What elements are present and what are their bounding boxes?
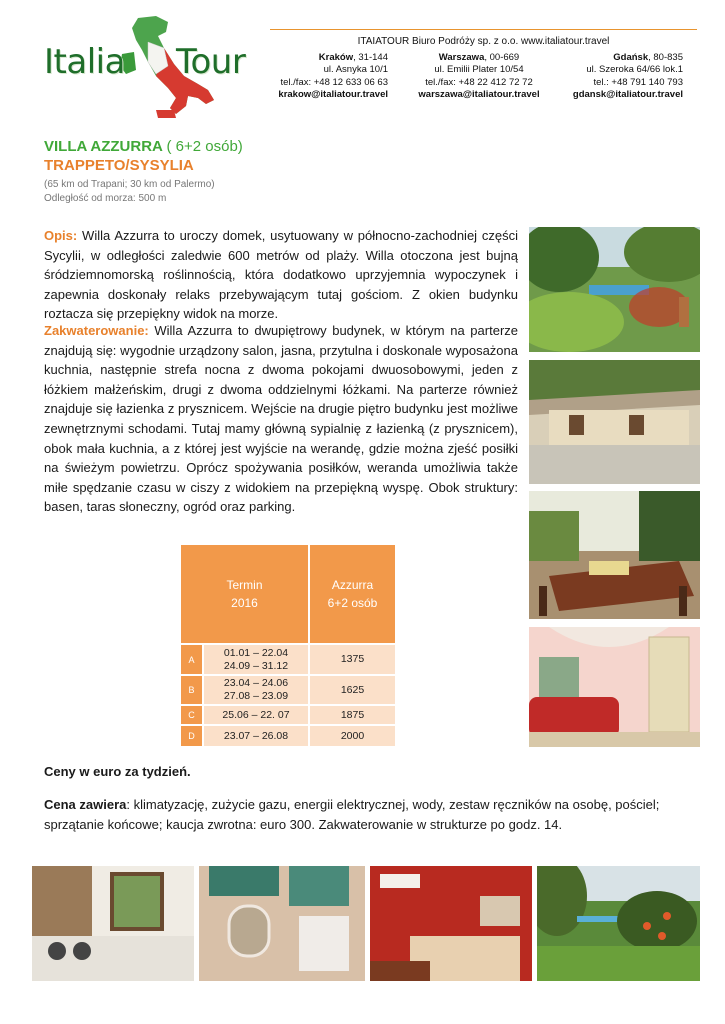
office-postcode: , 80-835 bbox=[648, 52, 683, 63]
season-price: 2000 bbox=[309, 725, 395, 747]
office-phone: tel./fax: +48 12 633 06 63 bbox=[280, 76, 388, 88]
office-postcode: , 00-669 bbox=[484, 52, 520, 63]
villa-name: VILLA AZZURRA bbox=[44, 138, 163, 155]
veranda-table-photo bbox=[529, 491, 700, 619]
villa-title bbox=[44, 138, 243, 155]
office-street: ul. Szeroka 64/66 lok.1 bbox=[586, 64, 683, 76]
accommodation-label: Zakwaterowanie: bbox=[44, 323, 149, 338]
season-dates: 25.06 – 22. 07 bbox=[203, 705, 309, 725]
villa-capacity: ( 6+2 osób) bbox=[166, 138, 243, 155]
office-city: Kraków bbox=[318, 52, 354, 63]
season-dates bbox=[203, 645, 309, 675]
season-price: 1875 bbox=[309, 705, 395, 725]
table-row bbox=[181, 705, 395, 725]
header-villa-name: Azzurra bbox=[331, 578, 374, 592]
season-dates-line: 23.04 – 24.06 bbox=[223, 677, 289, 689]
villa-distances: (65 km od Trapani; 30 km od Palermo) bbox=[44, 179, 215, 190]
office-street: ul. Asnyka 10/1 bbox=[323, 64, 388, 76]
header-divider bbox=[270, 29, 697, 30]
company-title: ITAIATOUR Biuro Podróży sp. z o.o. www.italiatour.travel bbox=[357, 36, 610, 47]
prices-note: Ceny w euro za tydzień. bbox=[44, 764, 191, 779]
logo-word-italia: Italia bbox=[44, 42, 125, 82]
season-letter: A bbox=[181, 645, 203, 675]
villa-exterior-photo bbox=[529, 360, 700, 484]
garden-pool-photo bbox=[529, 227, 700, 352]
table-row bbox=[181, 725, 395, 747]
office-warszawa bbox=[405, 52, 553, 101]
price-includes-text: : klimatyzację, zużycie gazu, energii elektrycznej, wody, zestaw ręczników na osobę, pościel; sprzątanie końcowe; kaucja zwrotna: euro 300. Zakwaterowanie w strukturze po godz. 14. bbox=[44, 797, 660, 832]
header-term-year: 2016 bbox=[231, 596, 258, 610]
office-phone: tel.: +48 791 140 793 bbox=[593, 76, 683, 88]
season-letter: C bbox=[181, 705, 203, 725]
table-row bbox=[181, 645, 395, 675]
office-email-link[interactable]: gdansk@italiatour.travel bbox=[572, 88, 683, 100]
season-dates: 23.07 – 26.08 bbox=[203, 725, 309, 747]
season-dates-line: 24.09 – 31.12 bbox=[223, 659, 289, 672]
header-villa-capacity: 6+2 osób bbox=[327, 596, 378, 610]
office-email-link[interactable]: warszawa@italiatour.travel bbox=[418, 88, 540, 100]
header-villa bbox=[309, 545, 395, 643]
season-dates-line: 01.01 – 22.04 bbox=[223, 646, 289, 659]
table-row bbox=[181, 675, 395, 705]
bedroom-photo bbox=[370, 866, 532, 981]
season-dates bbox=[203, 675, 309, 705]
accommodation-paragraph bbox=[44, 321, 518, 517]
living-room-photo bbox=[529, 627, 700, 747]
description-text: Willa Azzurra to uroczy domek, usytuowany w północno-zachodniej części Sycylii, w odległości zaledwie 600 metrów od plaży. Willa otoczona jest bujną śródziemnomorską roślinnością, która dodatkowo uprzyjemnia wypoczynek i zapewnia doskonały relaks przebywającym tutaj gościom. Z okien budynku roztacza się przepiękny widok na morze. bbox=[44, 228, 518, 322]
price-includes-label: Cena zawiera bbox=[44, 797, 127, 812]
office-gdansk bbox=[568, 52, 683, 101]
season-price: 1625 bbox=[309, 675, 395, 705]
office-city: Warszawa bbox=[438, 52, 485, 63]
season-letter: D bbox=[181, 725, 203, 747]
office-phone: tel./fax: +48 22 412 72 72 bbox=[425, 76, 533, 88]
office-email-link[interactable]: krakow@italiatour.travel bbox=[278, 88, 388, 100]
description-paragraph bbox=[44, 226, 518, 324]
italiatour-logo bbox=[38, 14, 252, 122]
description-label: Opis: bbox=[44, 228, 78, 243]
office-street: ul. Emilii Plater 10/54 bbox=[434, 64, 524, 76]
season-letter: B bbox=[181, 675, 203, 705]
header-term bbox=[181, 545, 309, 643]
office-city: Gdańsk bbox=[613, 52, 649, 63]
kitchen-photo bbox=[32, 866, 194, 981]
logo-word-tour: Tour bbox=[176, 42, 246, 82]
villa-sea-distance: Odległość od morza: 500 m bbox=[44, 193, 167, 204]
header-term-label: Termin bbox=[226, 578, 263, 592]
office-krakow bbox=[268, 52, 388, 101]
villa-location: TRAPPETO/SYSYLIA bbox=[44, 157, 194, 174]
price-table-header bbox=[181, 545, 395, 643]
bathroom-photo bbox=[199, 866, 365, 981]
season-dates-line: 27.08 – 23.09 bbox=[223, 690, 289, 702]
accommodation-text: Willa Azzurra to dwupiętrowy budynek, w którym na parterze znajdują się: wygodnie urządzony salon, jasna, przytulna i doskonale wyposażona kuchnia, następnie strefa nocna z dwoma pokojami dwuosobowymi, jeden z łóżkiem małżeńskim, drugi z dwoma oddzielnymi łóżkami. Na parterze również znajduje się łazienka z prysznicem. Wejście na drugie piętro budynku jest możliwe zewnętrznymi schodami. Tutaj mamy główną sypialnię z łazienką (z prysznicem), obok mała kuchnia, a z której jest wyjście na werandę, gdzie można zjeść posiłki na świeżym powietrzu. Oprócz spożywania posiłków, weranda umożliwia także miłe spędzanie czasu w ciszy z widokiem na przepiękną wyspę. Obok struktury: basen, taras słoneczny, ogród oraz parking. bbox=[44, 323, 518, 515]
villa-distances-block bbox=[44, 178, 215, 206]
price-table bbox=[181, 545, 395, 748]
price-includes bbox=[44, 795, 684, 835]
office-postcode: , 31-144 bbox=[353, 52, 388, 63]
season-price: 1375 bbox=[309, 645, 395, 675]
garden-lawn-photo bbox=[537, 866, 700, 981]
